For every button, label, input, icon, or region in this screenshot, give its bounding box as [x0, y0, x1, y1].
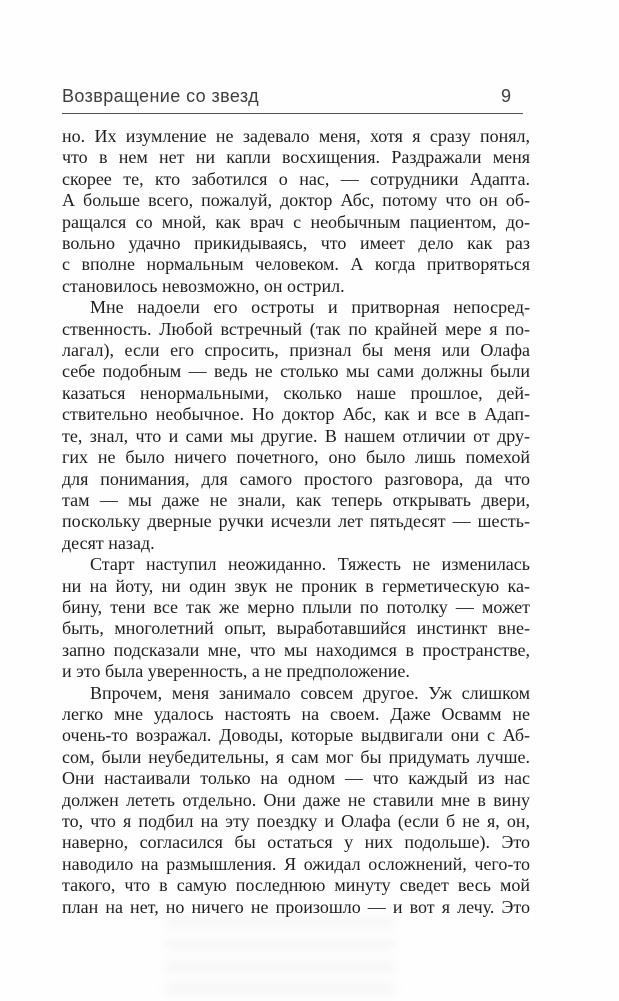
text-line: очень-то возражал. Доводы, которые выдвигали они с Аб-	[62, 725, 530, 746]
text-line: бину, тени все так же мерно плыли по потолку — может	[62, 596, 530, 617]
text-line: ни на йоту, ни один звук не проник в герметическую ка-	[62, 575, 530, 596]
text-line: Они настаивали только на одном — что каждый из нас	[62, 768, 530, 789]
text-line: план на нет, но ничего не произошло — и вот я лечу. Это	[62, 896, 530, 917]
text-line: там — мы даже не знали, как теперь открывать двери,	[62, 489, 530, 510]
text-line: наводило на размышления. Я ожидал осложнений, чего-то	[62, 853, 530, 874]
text-line: и это была уверенность, а не предположение.	[62, 661, 410, 682]
text-line: А больше всего, пожалуй, доктор Абс, потому что он об-	[62, 190, 530, 211]
text-line: себе подобным — ведь не столько мы сами должны были	[62, 361, 530, 382]
text-line: Мне надоели его остроты и притворная непосред-	[90, 297, 530, 318]
page-number: 9	[500, 86, 511, 106]
text-line: Старт наступил неожиданно. Тяжесть не изменилась	[90, 554, 530, 575]
text-line: Впрочем, меня занимало совсем другое. Уж слишком	[90, 682, 530, 703]
text-line: ствительно необычное. Но доктор Абс, как и все в Адап-	[62, 404, 530, 425]
page-body	[62, 126, 530, 918]
text-line: становилось невозможно, он острил.	[62, 275, 345, 296]
text-line: то, что я подбил на эту поездку и Олафа (если б не я, он,	[62, 811, 530, 831]
text-line: ственность. Любой встречный (так по крайней мере я по-	[62, 318, 530, 339]
text-line: десят назад.	[62, 532, 155, 553]
text-line: но. Их изумление не задевало меня, хотя я сразу понял,	[62, 126, 530, 146]
text-line: вольно удачно прикидываясь, что имеет дело как раз	[62, 233, 530, 254]
text-line: лагал), если его спросить, признал бы меня или Олафа	[62, 340, 530, 361]
text-line: гих не было ничего почетного, оно было лишь помехой	[62, 447, 530, 468]
running-title: Возвращение со звезд	[62, 86, 260, 106]
text-line: те, знал, что и сами мы другие. В нашем отличии от дру-	[62, 425, 530, 446]
text-line: быть, многолетний опыт, выработавшийся инстинкт вне-	[62, 618, 530, 639]
text-line: сом, были неубедительны, я сам мог бы придумать лучше.	[62, 746, 530, 767]
text-line: казаться ненормальными, сколько наше прошлое, дей-	[62, 382, 530, 403]
bleed-through-artifact	[165, 918, 395, 993]
text-line: запно подсказали мне, что мы находимся в пространстве,	[62, 639, 530, 660]
text-line: скорее те, кто заботился о нас, — сотрудники Адапта.	[62, 168, 530, 189]
page-header	[62, 86, 523, 107]
text-line: должен лететь отдельно. Они даже не ставили мне в вину	[62, 789, 530, 810]
text-line: для понимания, для самого простого разговора, да что	[62, 468, 530, 489]
text-line: такого, что в самую последнюю минуту сведет весь мой	[62, 875, 530, 896]
text-line: ращался со мной, как врач с необычным пациентом, до-	[62, 211, 530, 232]
header-rule	[62, 113, 523, 114]
text-line: легко мне удалось настоять на своем. Даже Освамм не	[62, 703, 530, 724]
text-line: наверно, согласился бы остаться у них подольше). Это	[62, 832, 530, 853]
text-line: что в нем нет ни капли восхищения. Раздражали меня	[62, 147, 530, 168]
text-line: с вполне нормальным человеком. А когда притворяться	[62, 254, 530, 275]
text-line: поскольку дверные ручки исчезли лет пятьдесят — шесть-	[62, 511, 530, 532]
